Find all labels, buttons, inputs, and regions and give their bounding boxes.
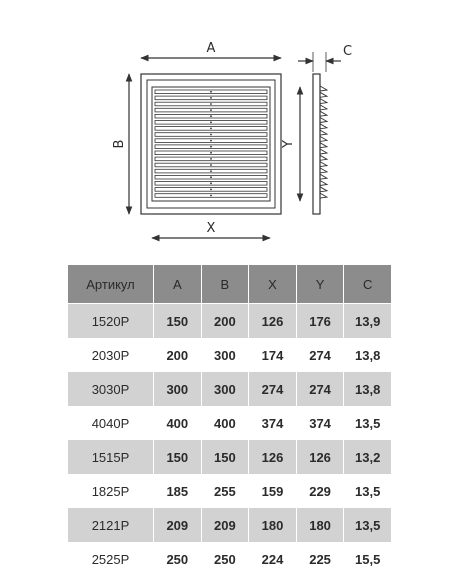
cell-article: 2121P <box>68 508 154 542</box>
cell-value: 229 <box>296 474 344 508</box>
cell-value: 150 <box>201 440 249 474</box>
cell-value: 225 <box>296 542 344 576</box>
cell-value: 250 <box>154 542 202 576</box>
side-blade <box>320 111 327 116</box>
cell-value: 176 <box>296 304 344 339</box>
header-y: Y <box>296 265 344 304</box>
table-row <box>68 338 392 372</box>
cell-value: 126 <box>249 304 297 339</box>
header-x: X <box>249 265 297 304</box>
louver-center-mark <box>210 195 212 197</box>
outer-frame <box>141 74 281 214</box>
cell-article: 1825P <box>68 474 154 508</box>
header-a: A <box>154 265 202 304</box>
cell-value: 180 <box>296 508 344 542</box>
header-article: Артикул <box>68 265 154 304</box>
cell-value: 400 <box>154 406 202 440</box>
header-c: C <box>344 265 392 304</box>
side-blade <box>320 105 327 110</box>
cell-article: 4040P <box>68 406 154 440</box>
side-blade <box>320 168 327 173</box>
table-row <box>68 474 392 508</box>
side-blade <box>320 155 327 160</box>
dimension-label-y: Y <box>281 140 296 149</box>
louver-center-mark <box>210 109 212 111</box>
cell-value: 200 <box>154 338 202 372</box>
side-blade <box>320 130 327 135</box>
dimension-label-a: A <box>207 41 216 56</box>
louver-center-mark <box>210 164 212 166</box>
side-blade <box>320 136 327 141</box>
table-row <box>68 406 392 440</box>
cell-value: 300 <box>201 372 249 406</box>
louver-center-mark <box>210 189 212 191</box>
cell-value: 274 <box>296 338 344 372</box>
cell-value: 13,8 <box>344 338 392 372</box>
cell-value: 13,5 <box>344 406 392 440</box>
side-frame <box>313 74 320 214</box>
spec-table <box>67 264 392 576</box>
cell-value: 185 <box>154 474 202 508</box>
side-blade <box>320 143 327 148</box>
table-row <box>68 304 392 339</box>
louver-center-mark <box>210 170 212 172</box>
cell-value: 250 <box>201 542 249 576</box>
cell-value: 400 <box>201 406 249 440</box>
front-view <box>141 74 281 214</box>
cell-value: 13,9 <box>344 304 392 339</box>
louvers <box>155 90 267 197</box>
cell-value: 209 <box>154 508 202 542</box>
cell-article: 3030P <box>68 372 154 406</box>
grille-drawing <box>0 0 458 250</box>
cell-value: 15,5 <box>344 542 392 576</box>
louver-center-mark <box>210 97 212 99</box>
louver-center-mark <box>210 134 212 136</box>
louver-center-mark <box>210 146 212 148</box>
table-body <box>68 304 392 576</box>
cell-value: 274 <box>296 372 344 406</box>
cell-value: 374 <box>296 406 344 440</box>
side-blade <box>320 118 327 123</box>
cell-value: 126 <box>249 440 297 474</box>
side-blade <box>320 187 327 192</box>
louver-center-mark <box>210 140 212 142</box>
table-row <box>68 542 392 576</box>
cell-value: 150 <box>154 304 202 339</box>
cell-value: 255 <box>201 474 249 508</box>
dimension-label-c: C <box>343 44 352 59</box>
cell-value: 150 <box>154 440 202 474</box>
side-blade <box>320 86 327 91</box>
side-blades <box>320 86 327 198</box>
cell-value: 274 <box>249 372 297 406</box>
cell-value: 13,2 <box>344 440 392 474</box>
table-row <box>68 508 392 542</box>
louver-center-mark <box>210 182 212 184</box>
dimension-label-x: X <box>207 221 216 236</box>
cell-article: 2030P <box>68 338 154 372</box>
cell-article: 1515P <box>68 440 154 474</box>
cell-value: 180 <box>249 508 297 542</box>
louver-center-mark <box>210 91 212 93</box>
side-blade <box>320 149 327 154</box>
louver-center-mark <box>210 115 212 117</box>
cell-value: 200 <box>201 304 249 339</box>
cell-value: 13,8 <box>344 372 392 406</box>
table-header-row <box>68 265 392 304</box>
side-blade <box>320 162 327 167</box>
cell-article: 2525P <box>68 542 154 576</box>
side-blade <box>320 92 327 97</box>
table-row <box>68 372 392 406</box>
side-blade <box>320 124 327 129</box>
cell-value: 300 <box>201 338 249 372</box>
cell-value: 224 <box>249 542 297 576</box>
louver-center-mark <box>210 158 212 160</box>
side-blade <box>320 99 327 104</box>
cell-value: 126 <box>296 440 344 474</box>
cell-value: 13,5 <box>344 474 392 508</box>
cell-value: 374 <box>249 406 297 440</box>
cell-value: 209 <box>201 508 249 542</box>
cell-value: 13,5 <box>344 508 392 542</box>
side-blade <box>320 181 327 186</box>
side-blade <box>320 193 327 198</box>
cell-value: 300 <box>154 372 202 406</box>
table-row <box>68 440 392 474</box>
louver-center-mark <box>210 127 212 129</box>
louver-center-mark <box>210 103 212 105</box>
side-blade <box>320 174 327 179</box>
cell-value: 159 <box>249 474 297 508</box>
header-b: B <box>201 265 249 304</box>
cell-value: 174 <box>249 338 297 372</box>
side-view <box>313 74 327 214</box>
dimension-label-b: B <box>112 140 127 149</box>
louver-center-mark <box>210 152 212 154</box>
cell-article: 1520P <box>68 304 154 339</box>
louver-center-mark <box>210 121 212 123</box>
louver-center-mark <box>210 176 212 178</box>
